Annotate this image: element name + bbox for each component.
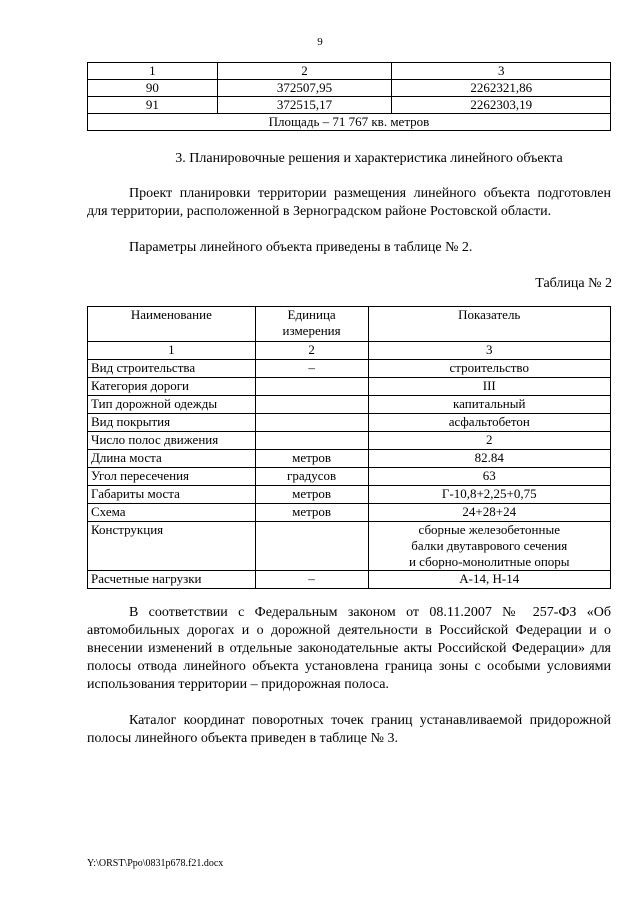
table-row (88, 504, 611, 522)
page-number: 9 (317, 36, 323, 48)
coordinates-table (87, 62, 611, 131)
area-cell: Площадь – 71 767 кв. метров (88, 114, 611, 131)
parameters-table (87, 306, 611, 589)
table-row (88, 468, 611, 486)
param-value: асфальтобетон (368, 414, 611, 432)
point-number-cell: 90 (88, 80, 218, 97)
paragraph-federal-law: В соответствии с Федеральным законом от 08.11.2007 № 257-ФЗ «Об автомобильных дорогах и о дорожной деятельности в Российской Федерации и о внесении изменений в отдельные законодательные акты Российской Федерации» для полосы отвода линейного объекта установлена граница зоны с особыми условиями использования территории – придорожная полоса. (87, 605, 611, 692)
param-unit (255, 432, 368, 450)
param-unit: градусов (255, 468, 368, 486)
value-line: балки двутаврового сечения (411, 538, 568, 553)
section-heading: 3. Планировочные решения и характеристика линейного объекта (175, 151, 563, 166)
param-value: А-14, Н-14 (368, 571, 611, 589)
table-row (88, 571, 611, 589)
paragraph-params-ref: Параметры линейного объекта приведены в таблице № 2. (129, 240, 473, 255)
table-header-row (88, 307, 611, 342)
y-coordinate-cell: 2262303,19 (392, 97, 611, 114)
header-name: Наименование (88, 307, 256, 342)
param-value: 2 (368, 432, 611, 450)
param-unit (255, 396, 368, 414)
column-number: 1 (88, 342, 256, 360)
param-name: Вид покрытия (88, 414, 256, 432)
paragraph-catalog-ref: Каталог координат поворотных точек границ устанавливаемой придорожной полосы линейного объекта приведен в таблице № 3. (87, 713, 611, 746)
x-coordinate-cell: 372507,95 (217, 80, 392, 97)
table-caption: Таблица № 2 (535, 276, 612, 291)
param-value (368, 522, 611, 571)
param-value: III (368, 378, 611, 396)
table-row (88, 378, 611, 396)
value-line: и сборно-монолитные опоры (408, 554, 570, 569)
header-cell: 1 (88, 63, 218, 80)
footer-file-path: Y:\ORST\Ppo\0831p678.f21.docx (87, 858, 224, 869)
param-unit (255, 378, 368, 396)
param-value: капитальный (368, 396, 611, 414)
header-cell: 3 (392, 63, 611, 80)
table-number-row (88, 342, 611, 360)
param-value: строительство (368, 360, 611, 378)
param-value: 24+28+24 (368, 504, 611, 522)
column-number: 3 (368, 342, 611, 360)
paragraph-project: Проект планировки территории размещения линейного объекта подготовлен для территории, расположенной в Зерноградском районе Ростовской области. (87, 186, 611, 219)
param-name: Схема (88, 504, 256, 522)
table-row (88, 80, 611, 97)
point-number-cell: 91 (88, 97, 218, 114)
table-row (88, 450, 611, 468)
param-name: Габариты моста (88, 486, 256, 504)
param-name: Категория дороги (88, 378, 256, 396)
header-cell: 2 (217, 63, 392, 80)
param-name: Вид строительства (88, 360, 256, 378)
area-row (88, 114, 611, 131)
param-unit: метров (255, 450, 368, 468)
param-name: Конструкция (88, 522, 256, 571)
param-unit: метров (255, 486, 368, 504)
param-name: Число полос движения (88, 432, 256, 450)
header-unit: Единица измерения (255, 307, 368, 342)
column-number: 2 (255, 342, 368, 360)
table-row (88, 522, 611, 571)
table-row (88, 432, 611, 450)
param-name: Тип дорожной одежды (88, 396, 256, 414)
param-unit (255, 414, 368, 432)
param-unit: – (255, 571, 368, 589)
y-coordinate-cell: 2262321,86 (392, 80, 611, 97)
param-unit: – (255, 360, 368, 378)
value-line: сборные железобетонные (418, 522, 560, 537)
param-unit: метров (255, 504, 368, 522)
table-row (88, 486, 611, 504)
param-name: Расчетные нагрузки (88, 571, 256, 589)
table-row (88, 396, 611, 414)
param-value: Г-10,8+2,25+0,75 (368, 486, 611, 504)
table-row (88, 360, 611, 378)
param-value: 82.84 (368, 450, 611, 468)
param-unit (255, 522, 368, 571)
param-name: Длина моста (88, 450, 256, 468)
param-name: Угол пересечения (88, 468, 256, 486)
x-coordinate-cell: 372515,17 (217, 97, 392, 114)
table-header-row (88, 63, 611, 80)
header-value: Показатель (368, 307, 611, 342)
table-row (88, 97, 611, 114)
param-value: 63 (368, 468, 611, 486)
table-row (88, 414, 611, 432)
